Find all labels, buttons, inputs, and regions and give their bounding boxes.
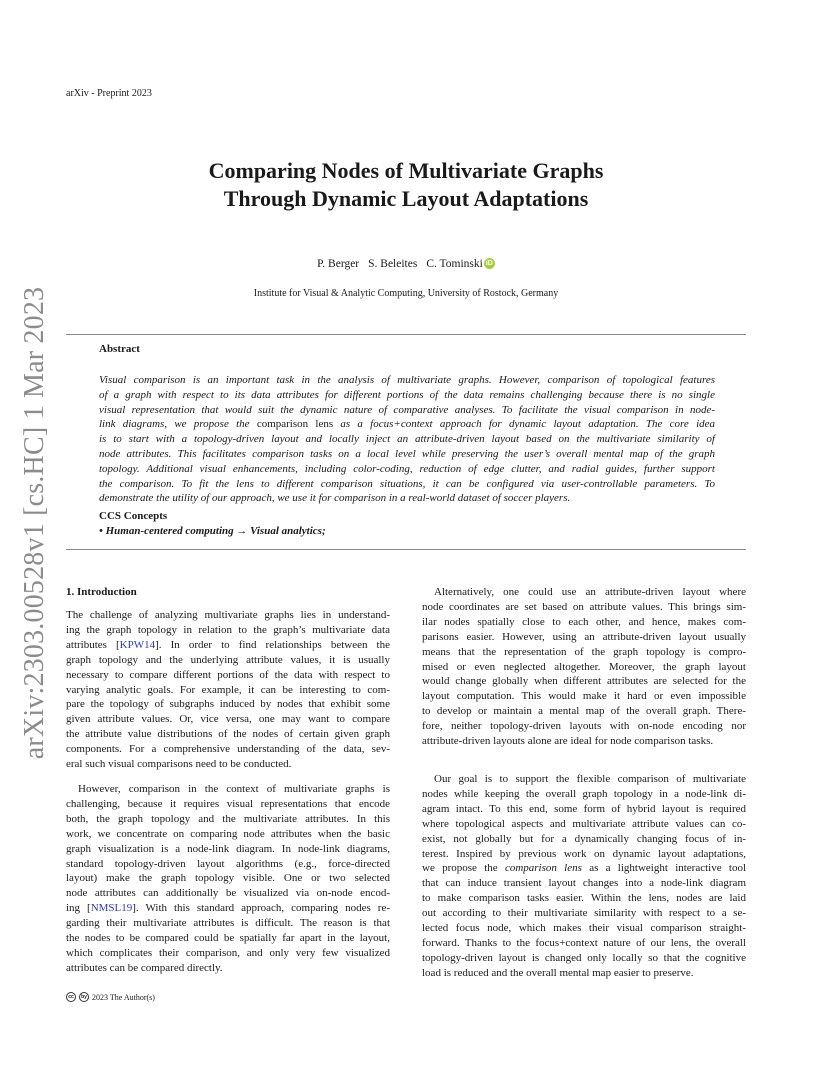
text-line: agram intact. To this end, some form of hybrid layout is required <box>422 802 746 815</box>
abstract-line: is to start with a topology-driven layout and locally inject an attribute-driven layout based on the multivariate similarity of <box>99 433 715 446</box>
text-line: nodes while keeping the overall graph topology in a node-link di- <box>422 787 746 800</box>
text-line: attributes [KPW14]. In order to find relationships between the <box>66 638 390 651</box>
abstract-line: topology. Additional visual enhancements, including color-coding, reduction of edge clutter, and radial guides, further support <box>99 462 715 475</box>
text-line: to develop or maintain a mental map of the overall graph. There- <box>422 705 746 718</box>
text-line: work, we concentrate on comparing node attributes when the basic <box>66 827 390 840</box>
text-line: we propose the comparison lens as a lightweight interactive tool <box>422 862 747 875</box>
text-line: attributes can be compared directly. <box>66 961 223 974</box>
text-line: varying analytic goals. For example, it can be interesting to com- <box>66 683 390 696</box>
text-line: given attribute values. Or, vice versa, one may want to compare <box>66 713 390 726</box>
term-comparison-lens: comparison lens <box>256 418 334 431</box>
text-line: layout computation. This would make it hard or even impossible <box>422 690 746 703</box>
paragraph <box>422 585 746 749</box>
divider-top <box>66 334 746 335</box>
paragraph <box>66 608 390 772</box>
text-line: components. For a comprehensive understanding of the data, sev- <box>66 743 390 756</box>
text-line: which complicates their comparison, and only very few visualized <box>66 946 390 959</box>
text-line: ing the graph topology in relation to the graph’s multivariate data <box>66 623 390 636</box>
text-line: Our goal is to support the flexible comparison of multivariate <box>434 772 746 785</box>
abstract-line: of a graph with respect to its data attributes for different portions of the data remains challenging because there is no single <box>99 388 715 401</box>
author-list <box>66 258 746 270</box>
abstract-line: the comparison. To fit the lens to different comparison situations, it can be configured via user-controllable parameters. To <box>99 477 715 490</box>
text-line: the attribute value distributions of the nodes of certain given graph <box>66 728 390 741</box>
text-line: node attributes can additionally be visualized via on-node encod- <box>66 887 390 900</box>
orcid-icon[interactable]: iD <box>485 260 493 267</box>
text-line: mised or even neglected altogether. Moreover, the graph layout <box>422 660 746 673</box>
text-line: However, comparison in the context of multivariate graphs is <box>78 782 390 795</box>
abstract-line: demonstrate the utility of our approach, we use it for comparison in a real-world dataset of soccer players. <box>99 492 571 505</box>
text-line: the nodes to be compared could be spatially far apart in the layout, <box>66 932 390 945</box>
text-line: where topological aspects and multivariate attribute values can co- <box>422 817 746 830</box>
author-name: S. Beleites <box>368 258 418 270</box>
text-line: pare the topology of subgraphs induced by nodes that exhibit some <box>66 698 390 711</box>
citation-link[interactable]: KPW14 <box>119 638 156 651</box>
abstract-line: visual representation that would suit the dynamic nature of comparative analyses. To facilitate the visual comparison in node- <box>99 403 715 416</box>
abstract-body <box>99 373 715 506</box>
arxiv-identifier: arXiv:2303.00528v1 [cs.HC] 1 Mar 2023 <box>19 286 51 760</box>
text-line: eral such visual comparisons need to be conducted. <box>66 758 292 771</box>
text-line: fore, neither topology-driven layouts with on-node encoding nor <box>422 720 746 733</box>
text-line: necessary to compare different portions of the data with respect to <box>66 668 390 681</box>
text-line: topology-driven layout is changed only locally so that the cognitive <box>422 951 746 964</box>
text-line: standard topology-driven layout algorithms (e.g., force-directed <box>66 857 390 870</box>
text-line: Alternatively, one could use an attribute-driven layout where <box>434 586 746 598</box>
text-line: exist, not globally but for a dynamically changing focus of in- <box>422 832 746 845</box>
text-line: out according to their multivariate similarity with respect to a se- <box>422 907 746 920</box>
paper-title <box>66 157 746 213</box>
divider-bottom <box>66 549 746 550</box>
term-comparison-lens: comparison lens <box>504 862 582 875</box>
text-line: to make comparison tasks easier. Within the lens, nodes are laid <box>422 892 746 905</box>
right-column <box>422 585 746 981</box>
text-line: forward. Thanks to the focus+context nature of our lens, the overall <box>422 936 746 949</box>
text-line: parisons easier. However, using an attribute-driven layout usually <box>422 630 746 643</box>
text-line: graph topology and the underlying attribute values, it is usually <box>66 653 390 666</box>
title-line-1: Comparing Nodes of Multivariate Graphs <box>208 158 604 183</box>
abstract-line: link diagrams, we propose the comparison lens as a focus+context approach for dynamic layout adaptation. The core idea <box>99 418 716 431</box>
text-line: layout) make the graph topology visible. One or two selected <box>66 872 390 885</box>
text-line: The challenge of analyzing multivariate graphs lies in understand- <box>66 609 390 621</box>
citation-link[interactable]: NMSL19 <box>90 902 133 915</box>
ccs-heading: CCS Concepts <box>99 510 168 522</box>
text-line: lected focus node, which makes their visual comparison straight- <box>422 922 746 935</box>
affiliation: Institute for Visual & Analytic Computing, University of Rostock, Germany <box>253 288 559 299</box>
title-line-2: Through Dynamic Layout Adaptations <box>223 186 589 211</box>
page-footer <box>66 992 155 1002</box>
creative-commons-icon: cc <box>66 992 76 1002</box>
text-line: graph visualization is a node-link diagram. In node-link diagrams, <box>66 842 390 855</box>
text-line: terest. Inspired by previous work on dynamic layout adaptations, <box>422 847 746 860</box>
author-name: P. Berger <box>317 258 360 270</box>
paragraph <box>66 782 390 976</box>
text-line: means that the representation of the graph topology is compro- <box>422 645 746 658</box>
arxiv-sidebar <box>19 286 51 760</box>
copyright-text: 2023 The Author(s) <box>92 992 155 1002</box>
abstract-line: node attributes. This facilitates comparison tasks on a local level while preserving the user’s overall mental map of the graph <box>99 447 715 460</box>
text-line: both, the graph topology and the multivariate attributes. In this <box>66 812 390 825</box>
text-line: load is reduced and the overall mental map easier to preserve. <box>422 966 694 979</box>
text-line: garding their multivariate attributes is difficult. The reason is that <box>66 917 390 930</box>
section-heading: 1. Introduction <box>66 586 137 598</box>
attribution-icon: by <box>79 992 89 1002</box>
text-line: would change globally when different attributes are selected for the <box>422 675 746 688</box>
text-line: that can induce transient layout changes into a node-link diagram <box>422 877 746 890</box>
ccs-concept: • Human-centered computing → Visual analytics; <box>99 525 326 537</box>
text-line: challenging, because it requires visual representations that encode <box>66 797 390 810</box>
left-column <box>66 585 390 976</box>
text-line: ing [NMSL19]. With this standard approach, comparing nodes re- <box>66 902 390 915</box>
abstract-heading: Abstract <box>99 343 140 355</box>
paragraph <box>422 772 746 981</box>
text-line: ilar nodes spatially close to each other, and hence, makes com- <box>422 615 746 628</box>
text-line: node coordinates are set based on attribute values. This brings sim- <box>422 600 746 613</box>
running-header: arXiv - Preprint 2023 <box>66 88 152 99</box>
abstract-line: Visual comparison is an important task in the analysis of multivariate graphs. However, comparison of topological features <box>99 374 715 386</box>
text-line: attribute-driven layouts alone are ideal for node comparison tasks. <box>422 735 714 748</box>
author-name: C. Tominski iD <box>426 258 493 270</box>
